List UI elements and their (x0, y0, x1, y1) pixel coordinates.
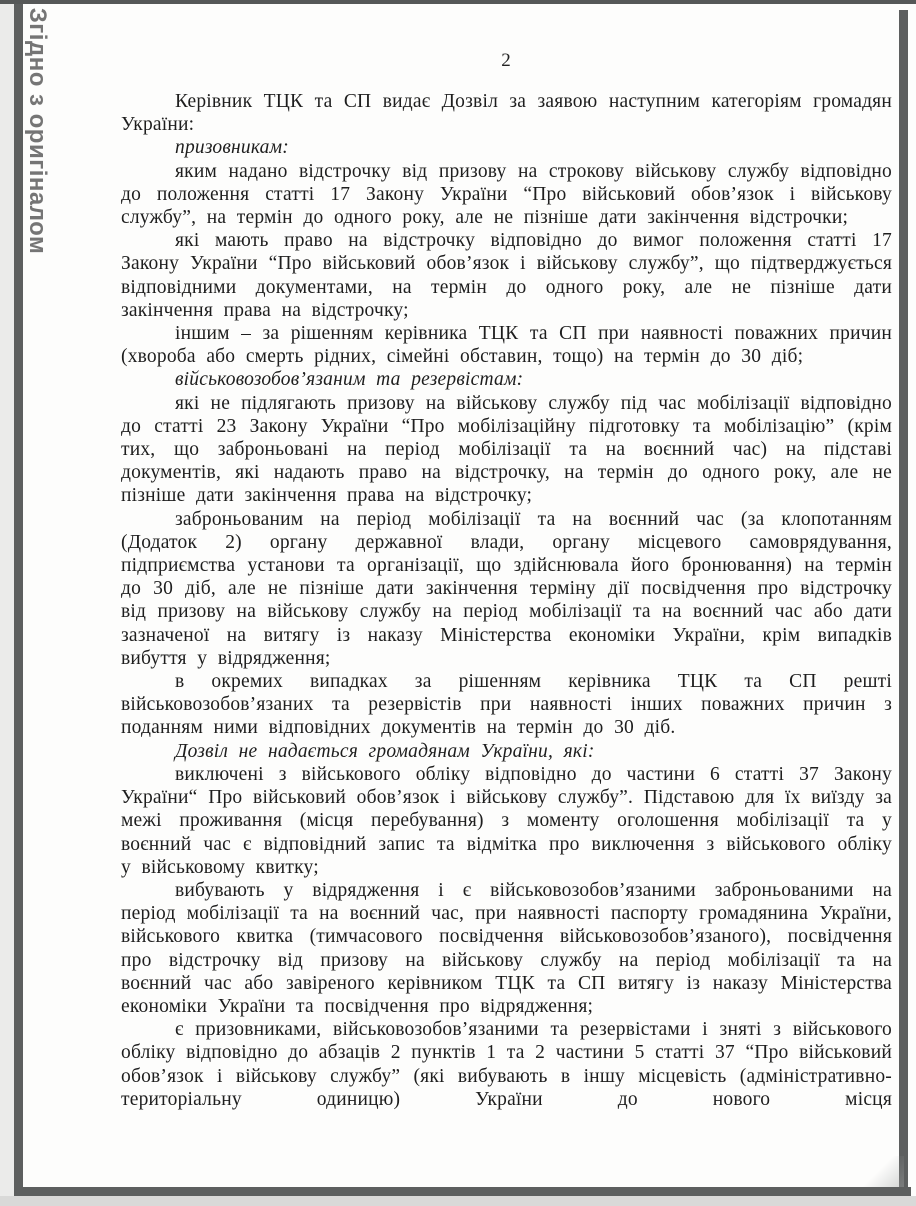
paragraph: вибувають у відрядження і є військовозобов’язаними заброньованими на період мобілізації та на воєнний час, при наявності паспорту громадянина України, військового квитка (тимчасового посвідчення військовозобов’язаного), посвідчення про відстрочку від призову на військову службу на період мобілізації та на воєнний час або завіреного керівником ТЦК та СП витягу із наказу Міністерства економіки України та посвідчення про відрядження; (121, 879, 892, 1017)
paragraph: військовозобов’язаним та резервістам: (175, 369, 524, 391)
page-number: 2 (501, 50, 511, 71)
scan-margin-bottom (0, 1196, 916, 1206)
paragraph: Дозвіл не надається громадянам України, які: (175, 740, 595, 762)
paragraph: є призовниками, військовозобов’язаними та резервістами і зняті з військового обліку відповідно до абзаців 2 пунктів 1 та 2 частини 5 статті 37 “Про військовий обов’язок і військову службу” (які вибувають в іншу місцевість (адміністративно-територіальну одиницю) України до нового місця (121, 1019, 892, 1110)
paragraph: заброньованим на період мобілізації та на воєнний час (за клопотанням (Додаток 2) органу державної влади, органу місцевого самоврядування, підприємства установи та організації, що здійснювала його бронювання) на термін до 30 діб, але не пізніше дати закінчення терміну дії посвідчення про відстрочку від призову на військову службу на період мобілізації та на воєнний час або дати зазначеної на витягу із наказу Міністерства економіки України, крім випадків вибуття у відрядження; (121, 508, 892, 669)
paragraph: призовникам: (175, 137, 289, 159)
scan-border-right (899, 10, 908, 1196)
paragraph: Керівник ТЦК та СП видає Дозвіл за заявою наступним категоріям громадян України: (121, 91, 892, 136)
scan-border-left (14, 4, 23, 1196)
paragraph: яким надано відстрочку від призову на строкову військову службу відповідно до положення статті 17 Закону України “Про військовий обов’язок і військову службу”, на термін до одного року, але не пізніше дати закінчення відстрочки; (121, 160, 892, 229)
scan-margin-left (0, 0, 14, 1206)
document-body (121, 90, 892, 1111)
certified-copy-stamp: Згідно з оригіналом (24, 7, 51, 255)
paragraph: які мають право на відстрочку відповідно до вимог положення статті 17 Закону України “Про військовий обов’язок і військову службу”, що підтверджується відповідними документами, на термін до одного року, але не пізніше дати закінчення права на відстрочку; (121, 230, 892, 321)
paragraph: які не підлягають призову на військову службу під час мобілізації відповідно до статті 23 Закону України “Про мобілізаційну підготовку та мобілізацію” (крім тих, що заброньовані на період мобілізації та на воєнний час) на підставі документів, які надають право на відстрочку, на термін до одного року, але не пізніше дати закінчення права на відстрочку; (121, 392, 892, 507)
paragraph: іншим – за рішенням керівника ТЦК та СП при наявності поважних причин (хвороба або смерть рідних, сімейні обставин, тощо) на термін до 30 діб; (121, 323, 892, 368)
scan-border-bottom (14, 1187, 911, 1196)
paragraph: в окремих випадках за рішенням керівника ТЦК та СП решті військовозобов’язаних та резервістів при наявності інших поважних причин з поданням ними відповідних документів на термін до 30 діб. (121, 671, 892, 739)
paragraph: виключені з військового обліку відповідно до частини 6 статті 37 Закону України“ Про військовий обов’язок і військову службу”. Підставою для їх виїзду за межі проживання (місця перебування) з моменту оголошення мобілізації та у воєнний час є відповідний запис та відмітка про виключення з військового обліку у військовому квитку; (121, 763, 892, 878)
scan-border-top (0, 0, 916, 4)
page-curl-shadow (842, 1156, 904, 1187)
